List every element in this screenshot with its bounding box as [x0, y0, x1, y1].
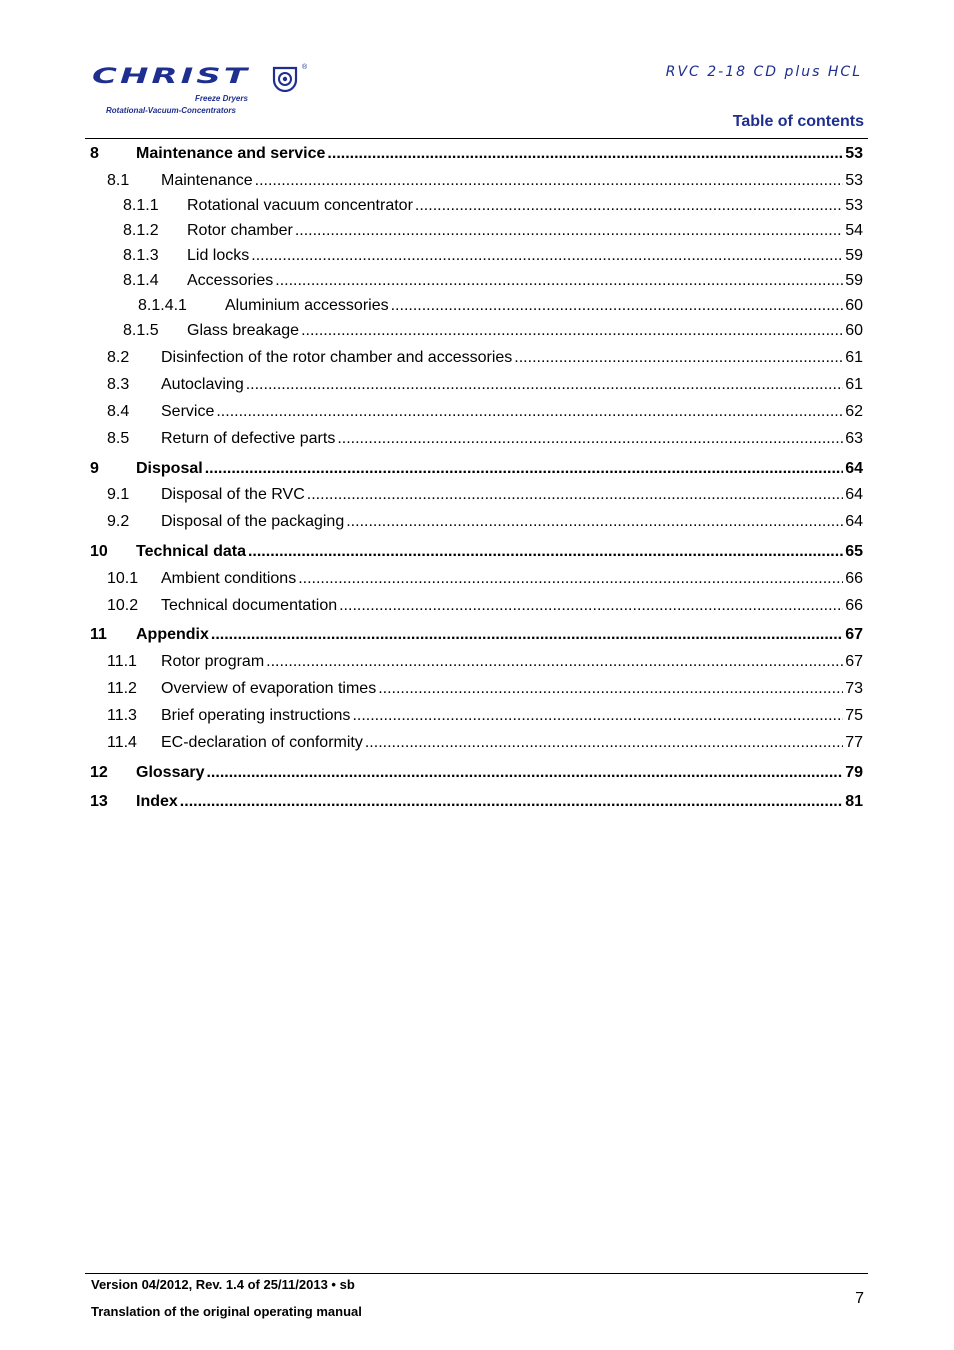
toc-entry-page: 61 [845, 349, 863, 366]
toc-entry-number: 8.2 [107, 349, 130, 366]
toc-entry-title: Glass breakage [187, 322, 300, 339]
toc-entry-page: 67 [845, 653, 863, 670]
toc-dot-leader [266, 652, 843, 672]
toc-entry-number: 8.1.3 [123, 247, 159, 264]
toc-entry-number: 8.1.5 [123, 322, 159, 339]
toc-dot-leader [346, 512, 843, 532]
toc-entry-page: 60 [845, 297, 863, 314]
toc-entry-title: Technical data [136, 543, 246, 560]
toc-entry-page: 54 [845, 222, 863, 239]
toc-entry-page: 75 [845, 707, 863, 724]
toc-entry[interactable] [90, 171, 863, 196]
toc-dot-leader [255, 171, 844, 191]
toc-entry-number: 9.1 [107, 486, 130, 503]
footer-translation-note: Translation of the original operating manual [91, 1304, 362, 1319]
toc-entry-page: 66 [845, 570, 863, 587]
toc-entry-page: 59 [845, 247, 863, 264]
toc-dot-leader [206, 763, 843, 783]
toc-entry-number: 9 [90, 460, 99, 477]
toc-entry-page: 77 [845, 734, 863, 751]
toc-entry-page: 79 [845, 764, 863, 781]
toc-entry-number: 10.1 [107, 570, 139, 587]
toc-dot-leader [211, 625, 843, 645]
toc-entry-title: Disposal of the packaging [161, 513, 345, 530]
toc-dot-leader [295, 221, 843, 241]
page-number: 7 [855, 1290, 864, 1307]
toc-entry-title: Rotor program [161, 653, 265, 670]
toc-entry[interactable] [90, 679, 863, 704]
toc-entry-title: Ambient conditions [161, 570, 297, 587]
toc-entry-title: Overview of evaporation times [161, 680, 377, 697]
toc-entry[interactable] [90, 485, 863, 510]
toc-entry-title: Appendix [136, 626, 209, 643]
toc-entry-page: 62 [845, 403, 863, 420]
toc-entry[interactable] [90, 196, 863, 221]
logo-subtitle-rvc: Rotational-Vacuum-Concentrators [106, 106, 236, 115]
toc-dot-leader [307, 485, 843, 505]
toc-dot-leader [216, 402, 843, 422]
toc-entry-number: 8 [90, 145, 99, 162]
toc-entry-page: 59 [845, 272, 863, 289]
toc-entry-number: 11.3 [107, 707, 137, 724]
toc-entry-title: Glossary [136, 764, 205, 781]
toc-entry-number: 12 [90, 764, 108, 781]
toc-dot-leader [301, 321, 843, 341]
toc-entry-title: Index [136, 793, 178, 810]
toc-entry-number: 8.4 [107, 403, 130, 420]
toc-entry[interactable] [90, 733, 863, 758]
toc-dot-leader [327, 144, 843, 164]
toc-entry-title: Brief operating instructions [161, 707, 351, 724]
section-title: Table of contents [732, 113, 864, 130]
toc-dot-leader [337, 429, 843, 449]
toc-entry[interactable] [90, 569, 863, 594]
toc-entry-title: Disinfection of the rotor chamber and accessories [161, 349, 513, 366]
logo-spiral-icon [272, 66, 298, 92]
toc-entry-title: Maintenance [161, 172, 253, 189]
toc-entry-title: Rotor chamber [187, 222, 293, 239]
toc-entry[interactable] [90, 246, 863, 271]
toc-entry-page: 64 [845, 460, 863, 477]
toc-dot-leader [378, 679, 843, 699]
toc-entry-title: Service [161, 403, 215, 420]
toc-entry[interactable] [90, 763, 863, 788]
toc-dot-leader [391, 296, 844, 316]
toc-entry-number: 11.1 [107, 653, 137, 670]
toc-entry-page: 63 [845, 430, 863, 447]
toc-entry-page: 53 [845, 145, 863, 162]
toc-entry[interactable] [90, 706, 863, 731]
model-name: RVC 2-18 CD plus HCL [665, 64, 862, 80]
toc-entry-number: 8.1.4.1 [138, 297, 187, 314]
toc-entry-number: 8.1.4 [123, 272, 159, 289]
toc-dot-leader [248, 542, 843, 562]
toc-entry[interactable] [90, 271, 863, 296]
toc-entry-page: 53 [845, 197, 863, 214]
table-of-contents [90, 144, 863, 817]
toc-entry-page: 73 [845, 680, 863, 697]
toc-entry[interactable] [90, 512, 863, 537]
footer-divider [85, 1273, 868, 1274]
toc-dot-leader [205, 459, 844, 479]
toc-entry-title: Rotational vacuum concentrator [187, 197, 413, 214]
toc-entry-title: EC-declaration of conformity [161, 734, 363, 751]
toc-entry[interactable] [90, 596, 863, 621]
toc-entry[interactable] [90, 625, 863, 650]
registered-mark: ® [302, 64, 308, 71]
toc-entry-number: 11.4 [107, 734, 137, 751]
toc-entry[interactable] [90, 652, 863, 677]
toc-entry-title: Lid locks [187, 247, 250, 264]
toc-entry-number: 8.5 [107, 430, 130, 447]
toc-dot-leader [514, 348, 843, 368]
toc-entry-number: 10.2 [107, 597, 139, 614]
toc-entry-title: Autoclaving [161, 376, 244, 393]
toc-dot-leader [339, 596, 843, 616]
toc-entry-number: 9.2 [107, 513, 130, 530]
toc-entry[interactable] [90, 792, 863, 817]
toc-entry-title: Technical documentation [161, 597, 338, 614]
toc-entry-page: 66 [845, 597, 863, 614]
logo-subtitle-freeze-dryers: Freeze Dryers [195, 94, 248, 103]
toc-entry-title: Disposal of the RVC [161, 486, 305, 503]
toc-entry-page: 67 [845, 626, 863, 643]
toc-entry-page: 64 [845, 513, 863, 530]
toc-dot-leader [275, 271, 843, 291]
toc-entry-title: Aluminium accessories [225, 297, 389, 314]
toc-dot-leader [352, 706, 843, 726]
toc-entry[interactable] [90, 221, 863, 246]
toc-entry[interactable] [90, 321, 863, 346]
toc-dot-leader [246, 375, 843, 395]
toc-entry-number: 11 [90, 626, 107, 643]
toc-entry-title: Disposal [136, 460, 203, 477]
toc-entry-number: 8.1.1 [123, 197, 159, 214]
toc-entry-number: 8.1 [107, 172, 130, 189]
toc-entry-page: 64 [845, 486, 863, 503]
toc-entry[interactable] [90, 144, 863, 169]
toc-dot-leader [365, 733, 843, 753]
toc-entry-title: Accessories [187, 272, 274, 289]
toc-entry[interactable] [90, 375, 863, 400]
christ-logo [90, 60, 320, 120]
toc-entry-number: 11.2 [107, 680, 137, 697]
toc-entry[interactable] [90, 402, 863, 427]
toc-dot-leader [180, 792, 843, 812]
toc-entry-number: 8.3 [107, 376, 130, 393]
toc-entry-number: 13 [90, 793, 108, 810]
toc-entry-page: 81 [845, 793, 863, 810]
toc-entry-page: 60 [845, 322, 863, 339]
logo-wordmark: CHRIST [92, 64, 250, 89]
toc-entry[interactable] [90, 348, 863, 373]
toc-entry-number: 8.1.2 [123, 222, 159, 239]
toc-entry[interactable] [90, 429, 863, 454]
toc-dot-leader [251, 246, 843, 266]
toc-entry[interactable] [90, 459, 863, 484]
toc-entry-title: Maintenance and service [136, 145, 326, 162]
toc-entry[interactable] [90, 542, 863, 567]
toc-entry-page: 65 [845, 543, 863, 560]
toc-entry-page: 61 [845, 376, 863, 393]
header-divider [85, 138, 868, 139]
toc-entry-title: Return of defective parts [161, 430, 336, 447]
toc-entry[interactable] [90, 296, 863, 321]
toc-entry-page: 53 [845, 172, 863, 189]
toc-dot-leader [415, 196, 843, 216]
footer-version: Version 04/2012, Rev. 1.4 of 25/11/2013 • sb [91, 1277, 355, 1292]
toc-entry-number: 10 [90, 543, 108, 560]
toc-dot-leader [298, 569, 843, 589]
